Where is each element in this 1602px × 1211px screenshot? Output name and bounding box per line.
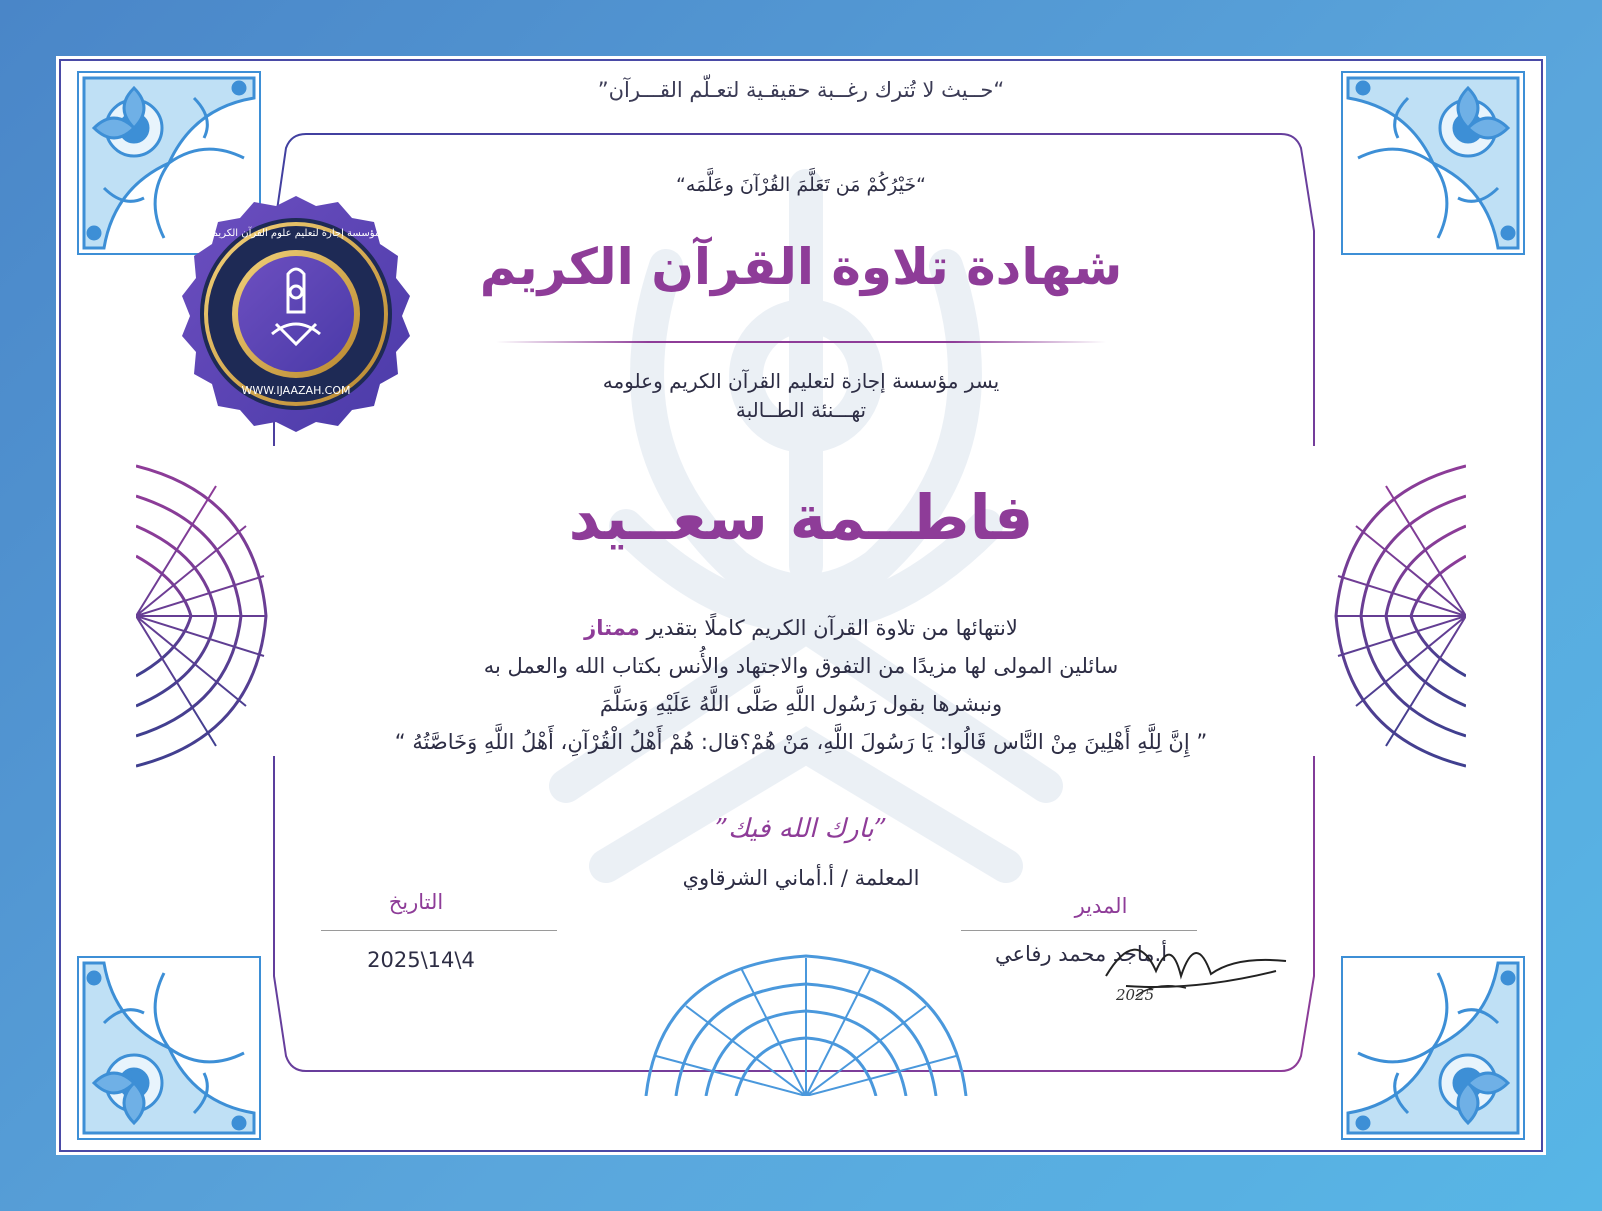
top-slogan: “حــيث لا تُترك رغــبة حقيقـية لتعـلّم القـــرآن”	[597, 78, 1005, 102]
director-label: المدير	[1074, 894, 1128, 918]
student-name: فاطــمة سعــيد	[568, 481, 1034, 554]
hadith-quote-body: ” إِنَّ لِلَّهِ أَهْلِينَ مِنْ النَّاس قَالُوا: يَا رَسُولَ اللَّهِ، مَنْ هُمْ؟قال: هُمْ أَهْلُ الْقُرْآنِ، أَهْلُ اللَّهِ وَخَاصَّتُهُ “	[394, 730, 1208, 754]
seal-url: WWW.IJAAZAH.COM	[241, 384, 351, 397]
date-value: 2025\14\4	[367, 948, 475, 972]
body-line-3: ونبشرها بقول رَسُول اللَّهِ صَلَّى اللَّهُ عَلَيْهِ وَسَلَّمَ	[599, 692, 1003, 716]
certificate-sheet	[56, 56, 1546, 1155]
date-label: التاريخ	[388, 890, 444, 914]
blessing-text: ”بارك الله فيك”	[714, 814, 888, 844]
intro-line-2: تهـــنئة الطــالبة	[735, 398, 867, 422]
body-line-2: سائلين المولى لها مزيدًا من التفوق والاجتهاد والأُنس بكتاب الله والعمل به	[483, 654, 1119, 678]
bottom-fan-ornament	[641, 946, 971, 1096]
intro-line-1: يسر مؤسسة إجازة لتعليم القرآن الكريم وعلومه	[602, 369, 1000, 393]
corner-ornament-bottom-left	[74, 953, 264, 1143]
seal-ring-text: مؤسسة إجازة لتعليم علوم القرآن الكريم	[211, 228, 381, 239]
date-divider	[321, 930, 557, 931]
title-divider	[496, 341, 1106, 343]
certificate-title: شهادة تلاوة القرآن الكريم	[479, 238, 1123, 296]
hadith-quote-top: “خَيْرُكُمْ مَن تَعَلَّمَ القُرْآنَ وعَلَّمَه“	[676, 174, 926, 196]
signature-year: 2025	[1116, 986, 1155, 1004]
teacher-name: المعلمة / أ.أماني الشرقاوي	[682, 866, 920, 890]
corner-ornament-bottom-right	[1338, 953, 1528, 1143]
body-line-1-prefix: لانتهائها من تلاوة القرآن الكريم كاملًا بتقدير	[646, 616, 1018, 640]
body-line-1	[56, 616, 1546, 640]
director-name: أ.ماجد محمد رفاعي	[994, 942, 1168, 966]
grade: ممتاز	[584, 616, 640, 640]
